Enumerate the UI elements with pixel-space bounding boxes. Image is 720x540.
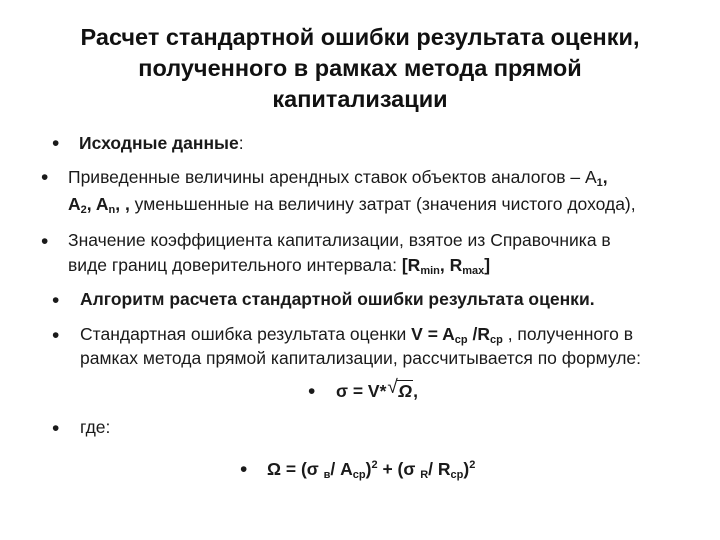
bullet-marker: • bbox=[52, 417, 60, 440]
rmin-symbol: [R bbox=[401, 255, 421, 275]
bullet-rent-rates-line-2 bbox=[68, 193, 636, 215]
bullet-cap-rate-line-2 bbox=[68, 254, 490, 276]
rent-rates-text: Приведенные величины арендных ставок объектов аналогов – A bbox=[68, 167, 597, 187]
source-data-label: Исходные данные bbox=[79, 133, 239, 153]
omega-part-1: Ω = (σ bbox=[267, 459, 324, 479]
radical-sign-icon: √ bbox=[387, 377, 398, 398]
rmax-subscript: max bbox=[462, 265, 485, 277]
bullet-where: где: bbox=[80, 417, 111, 437]
second-square-superscript: 2 bbox=[469, 459, 476, 471]
omega-part-4: + (σ bbox=[377, 459, 421, 479]
a1-subscript: 1 bbox=[596, 177, 603, 189]
a-cp-subscript: ср bbox=[352, 469, 366, 481]
sigma-formula bbox=[336, 377, 418, 402]
a2-subscript: 2 bbox=[80, 204, 87, 216]
omega-part-2: / A bbox=[330, 459, 353, 479]
bullet-marker: • bbox=[52, 132, 60, 155]
bullet-marker: • bbox=[240, 458, 248, 481]
sigma-v-subscript: в bbox=[323, 469, 331, 481]
value-formula-r: /R bbox=[467, 324, 490, 344]
std-error-text: Стандартная ошибка результата оценки bbox=[80, 324, 412, 344]
bullet-marker: • bbox=[52, 289, 60, 312]
bullet-marker: • bbox=[41, 230, 49, 253]
bullet-source-data bbox=[79, 132, 244, 154]
value-formula-a: V = A bbox=[411, 324, 455, 344]
omega-part-6: ) bbox=[463, 459, 470, 479]
rmin-subscript: min bbox=[420, 265, 440, 277]
sigma-formula-comma: , bbox=[413, 381, 418, 401]
net-income-text: уменьшенные на величину затрат (значения чистого дохода), bbox=[129, 194, 636, 214]
radicand-omega: Ω bbox=[398, 381, 413, 401]
std-error-text-end: , полученного в bbox=[502, 324, 634, 344]
r-cp-subscript: ср bbox=[450, 469, 464, 481]
omega-formula bbox=[267, 458, 475, 480]
sigma-formula-lhs: σ = V* bbox=[336, 381, 387, 401]
source-data-colon: : bbox=[238, 133, 244, 153]
bullet-std-error-line-2: рамках метода прямой капитализации, рассчитывается по формуле: bbox=[80, 348, 642, 368]
value-formula-a-subscript: ср bbox=[454, 334, 468, 346]
a2-symbol: A bbox=[68, 194, 81, 214]
bullet-marker: • bbox=[308, 380, 316, 403]
a1-comma: , bbox=[602, 167, 608, 187]
slide-title bbox=[40, 22, 680, 115]
an-symbol: , A bbox=[86, 194, 109, 214]
bullet-marker: • bbox=[41, 166, 49, 189]
sigma-r-subscript: R bbox=[420, 469, 429, 481]
an-subscript: n bbox=[108, 204, 116, 216]
first-square-superscript: 2 bbox=[371, 459, 378, 471]
cap-rate-interval-text: виде границ доверительного интервала: bbox=[68, 255, 402, 275]
square-root bbox=[387, 377, 413, 402]
interval-close-bracket: ] bbox=[484, 255, 491, 275]
an-commas: , , bbox=[115, 194, 130, 214]
rmax-symbol: , R bbox=[439, 255, 463, 275]
title-line-2: полученного в рамках метода прямой bbox=[138, 55, 582, 81]
value-formula-r-subscript: ср bbox=[490, 334, 503, 346]
bullet-marker: • bbox=[52, 324, 60, 347]
bullet-std-error-line-1 bbox=[80, 323, 633, 345]
bullet-algorithm-heading: Алгоритм расчета стандартной ошибки результата оценки. bbox=[80, 289, 595, 309]
title-line-3: капитализации bbox=[272, 86, 448, 112]
bullet-cap-rate-line-1: Значение коэффициента капитализации, взятое из Справочника в bbox=[68, 230, 611, 250]
bullet-rent-rates-line-1 bbox=[68, 166, 608, 188]
omega-part-5: / R bbox=[428, 459, 451, 479]
title-line-1: Расчет стандартной ошибки результата оценки, bbox=[80, 24, 640, 50]
omega-part-3: ) bbox=[365, 459, 372, 479]
